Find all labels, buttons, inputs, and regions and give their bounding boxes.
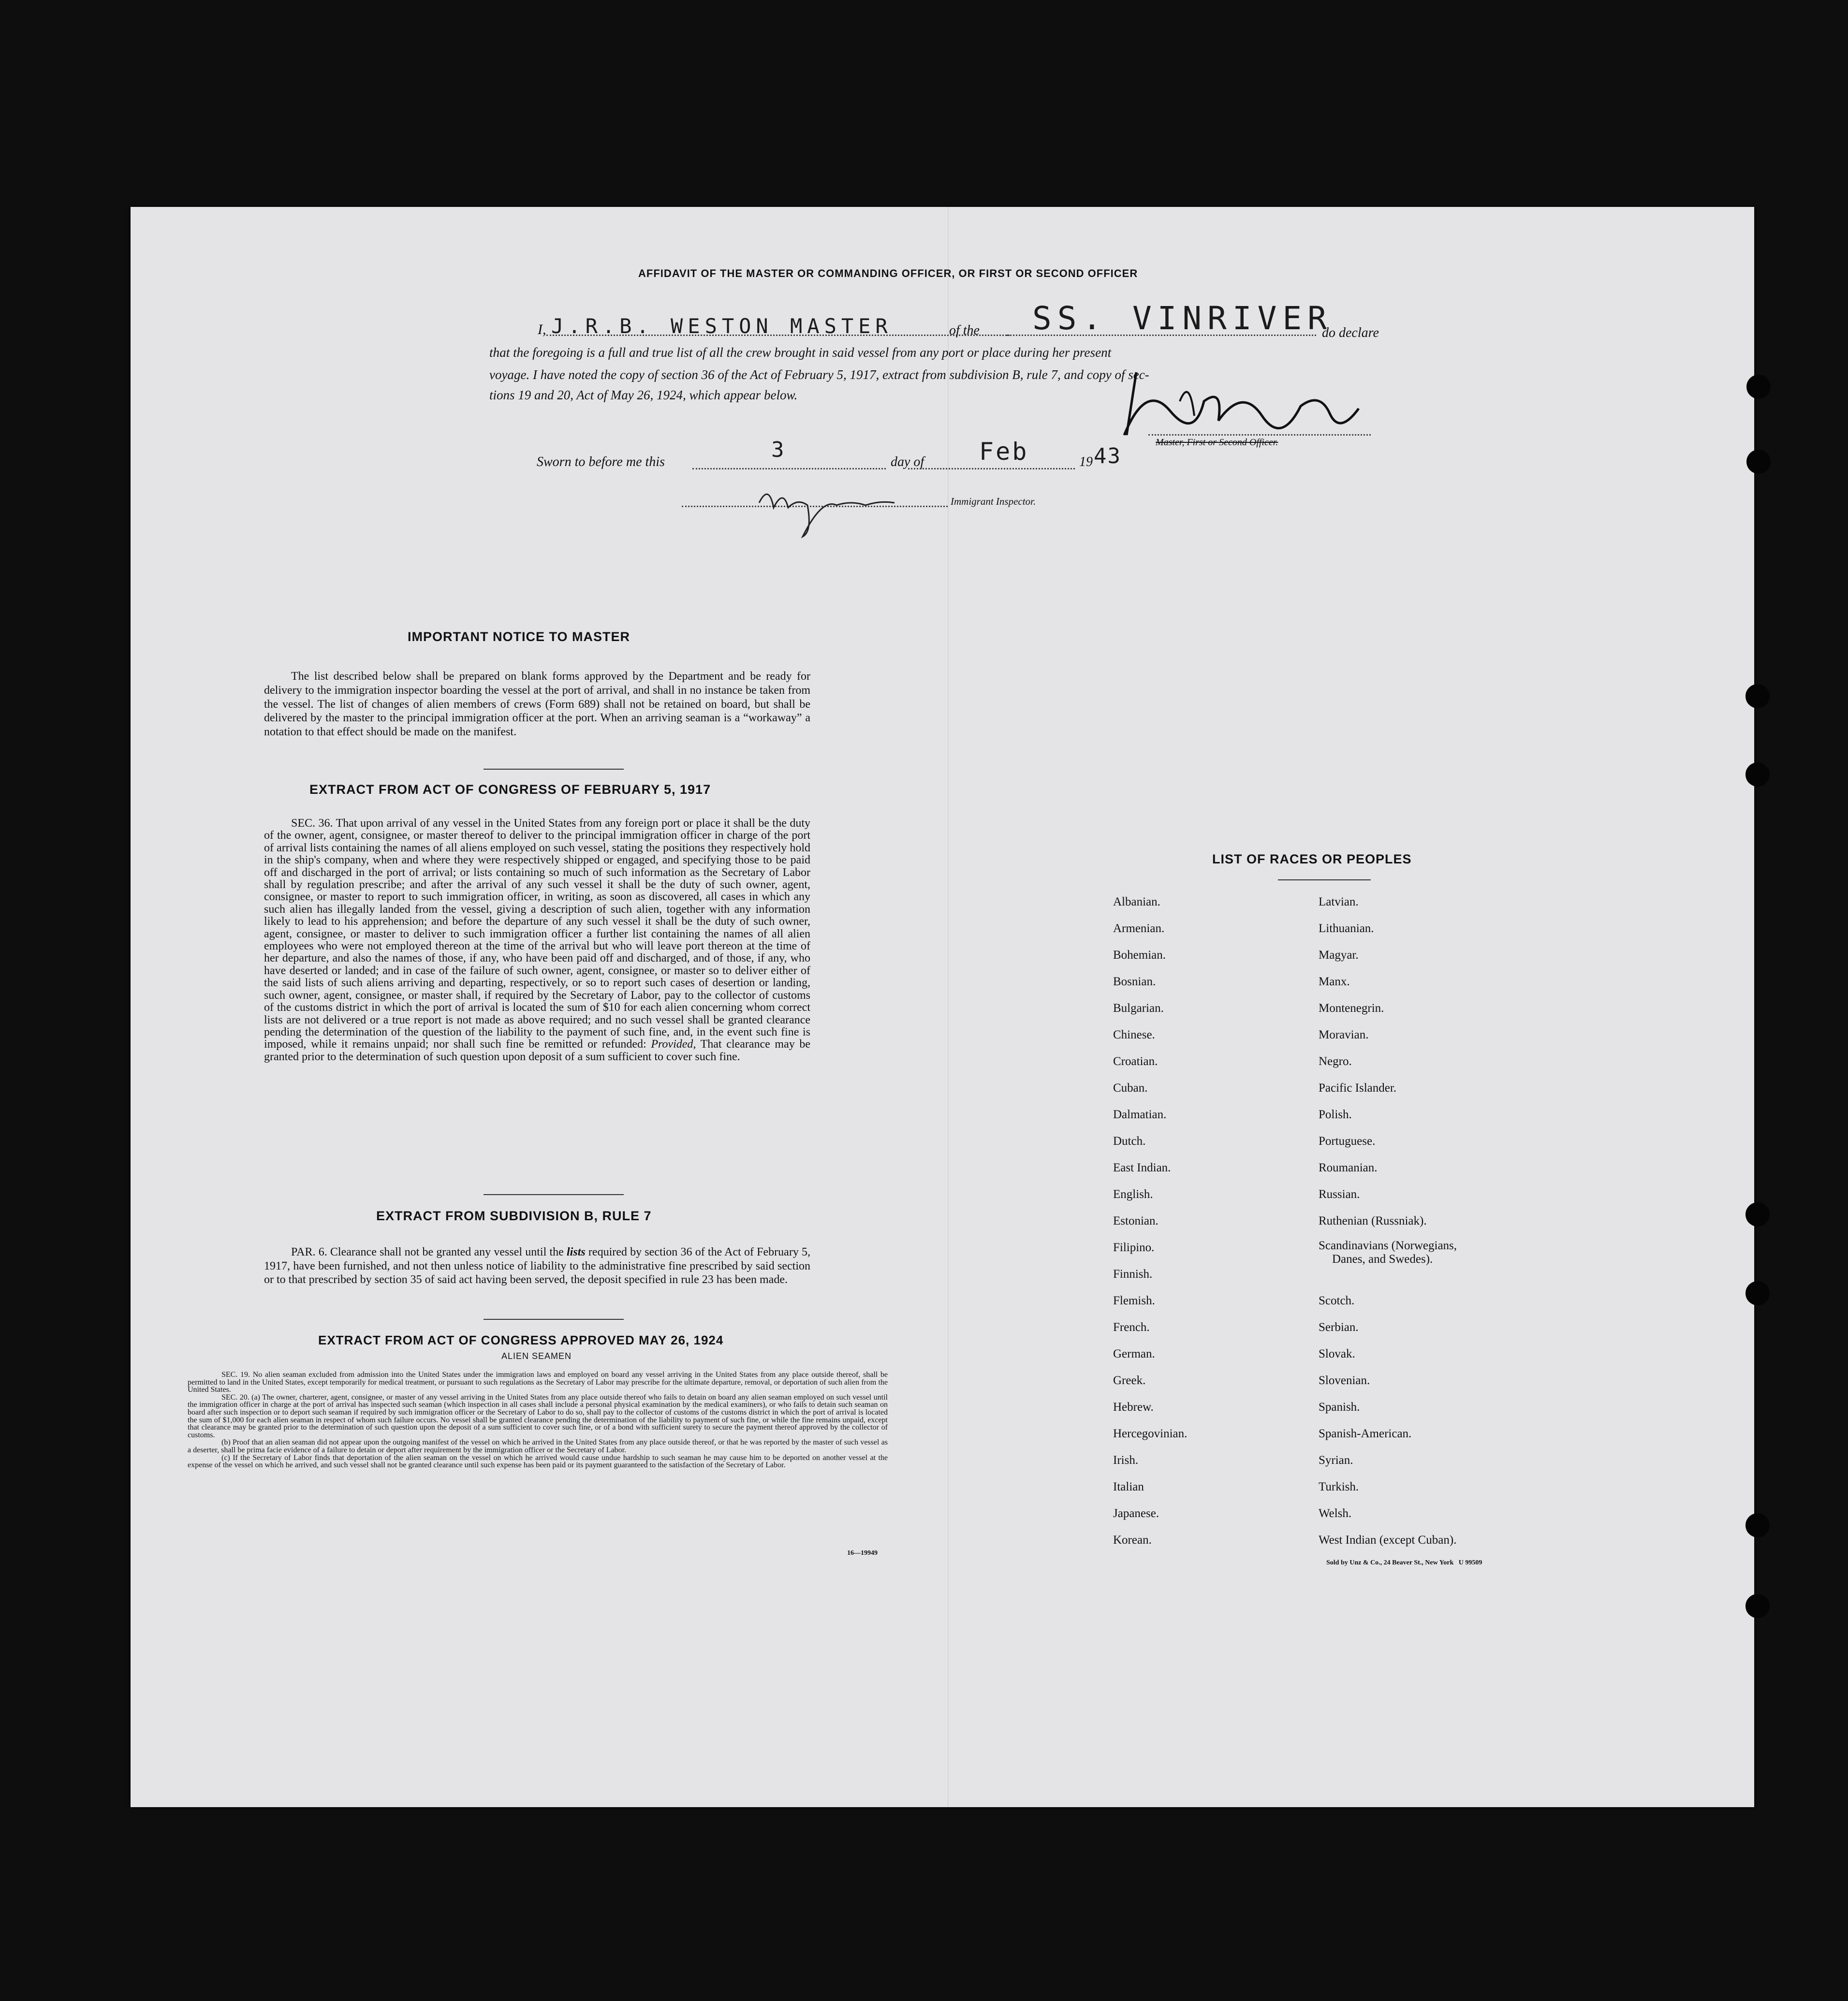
race-item: Manx. xyxy=(1319,975,1350,988)
race-item: Albanian. xyxy=(1113,895,1160,908)
race-item: Russian. xyxy=(1319,1188,1360,1201)
race-item: Moravian. xyxy=(1319,1028,1369,1041)
sworn-month-line xyxy=(908,468,1075,469)
affidavit-line-4: tions 19 and 20, Act of May 26, 1924, which appear below. xyxy=(489,388,798,402)
punch-hole xyxy=(1746,375,1771,399)
proviso-text: That clearance may be granted prior to the determination of such question upon deposit of a sum sufficient to cover such fine. xyxy=(264,1038,811,1063)
punch-hole xyxy=(1746,450,1771,474)
signature-line xyxy=(1148,434,1371,436)
do-declare-label: do declare xyxy=(1322,325,1379,340)
race-item: Dalmatian. xyxy=(1113,1108,1167,1121)
divider xyxy=(484,1194,624,1195)
race-item: English. xyxy=(1113,1188,1153,1201)
par-6-text-b: required by section 36 of the Act of February 5, 1917, have been furnished, and not then unless notice of liability to the administrative fine prescribed by said section or to that prescribed by section 35 of said act having been served, the deposit specified in rule 23 has been made. xyxy=(264,1246,811,1286)
subdivision-b-body xyxy=(264,1245,810,1287)
race-item: Portuguese. xyxy=(1319,1135,1376,1148)
race-item: Estonian. xyxy=(1113,1214,1159,1227)
subdivision-b-title: EXTRACT FROM SUBDIVISION B, RULE 7 xyxy=(376,1209,652,1223)
punch-hole xyxy=(1745,1594,1770,1618)
inspector-signature xyxy=(754,479,899,541)
vessel-name-handwritten: SS. VINRIVER xyxy=(1032,300,1333,337)
year-suffix-handwritten: 43 xyxy=(1094,444,1121,468)
race-item: Greek. xyxy=(1113,1374,1146,1387)
section-36-text: That upon arrival of any vessel in the United States from any foreign port or place it shall be the duty of the owner, agent, consignee, or master thereof to deliver to the principal immigration officer in charge of the port of arrival lists containing the names of all aliens employed on such vessel, stating the positions they respectively hold in the ship's company, when and where they were respectively shipped or engaged, and specifying those to be paid off and discharged in the port of arrival; or lists containing so much of such information as the Secretary of Labor shall by regulation prescribe; and after the arrival of any such vessel it shall be the duty of such owner, agent, consignee, or master to report to such immigration officer, in writing, as soon as discovered, all cases in which any such alien has illegally landed from the vessel, giving a description of such alien, together with any information likely to lead to his apprehension; and before the departure of any such vessel it shall be the duty of such owner, agent, consignee, or master to deliver to such immigration officer a further list containing the names of all alien employees who were not employed thereon at the time of the arrival but who will leave port thereon at the time of her departure, and also the names of those, if any, who have been paid off and discharged, and of those, if any, who have deserted or landed; and in case of the failure of such owner, agent, consignee, or master so to deliver either of the said lists of such aliens arriving and departing, respectively, or so to report such cases of desertion or landing, such owner, agent, consignee, or master shall, if required by the Secretary of Labor, pay to the collector of customs of the customs district in which the port of arrival is located the sum of $10 for each alien concerning whom correct lists are not delivered or a true report is not made as above required; and no such vessel shall be granted clearance pending the determination of the question of the liability to the payment of such fine, and, in the event such fine is imposed, while it remains unpaid; nor shall such fine be remitted or refunded: xyxy=(264,817,811,1051)
races-title: LIST OF RACES OR PEOPLES xyxy=(1212,852,1412,866)
affidavit-line-3: voyage. I have noted the copy of section 36 of the Act of February 5, 1917, extract from subdivision B, rule 7, and copy of sec- xyxy=(489,367,1149,382)
section-36-label: SEC. 36. xyxy=(291,817,333,830)
section-19-text: SEC. 19. No alien seaman excluded from admission into the United States under the immigration laws and employed on board any vessel arriving in the United States from any place outside thereof, shall be permitted to land in the United States, except temporarily for medical treatment, or pursuant to such regulations as the Secretary of Labor may prescribe for the ultimate departure, removal, or deportation of such alien from the United States. xyxy=(188,1371,888,1394)
sworn-month-handwritten: Feb xyxy=(979,438,1029,466)
proviso-label: Provided, xyxy=(651,1038,696,1051)
race-item: Polish. xyxy=(1319,1108,1352,1121)
extract-1924-body xyxy=(188,1371,888,1469)
race-item: Bosnian. xyxy=(1113,975,1156,988)
inspector-caption: Immigrant Inspector. xyxy=(951,496,1036,507)
race-item: Dutch. xyxy=(1113,1135,1146,1148)
section-20b-text: (b) Proof that an alien seaman did not appear upon the outgoing manifest of the vessel on which he arrived in the United States from any place outside thereof, or that he was reported by the master of such vessel as a deserter, shall be prima facie evidence of a failure to detain or deport after requirement by the immigration officer or the Secretary of Labor. xyxy=(188,1438,888,1454)
notice-title: IMPORTANT NOTICE TO MASTER xyxy=(408,629,630,644)
sworn-label: Sworn to before me this xyxy=(537,454,665,469)
affidavit-line-2: that the foregoing is a full and true list of all the crew brought in said vessel from any port or place during her present xyxy=(489,345,1112,360)
race-item: Italian xyxy=(1113,1480,1144,1493)
race-item: Welsh. xyxy=(1319,1507,1352,1520)
extract-1924-subtitle: ALIEN SEAMEN xyxy=(501,1351,572,1361)
race-item: Croatian. xyxy=(1113,1055,1158,1068)
master-signature xyxy=(1117,367,1368,445)
race-item: Slovenian. xyxy=(1319,1374,1370,1387)
race-item: Bohemian. xyxy=(1113,949,1166,962)
race-item: Scotch. xyxy=(1319,1294,1355,1307)
race-item: Finnish. xyxy=(1113,1268,1153,1281)
race-item: Spanish. xyxy=(1319,1401,1360,1414)
extract-1917-body xyxy=(264,818,810,1063)
printer-imprint: Sold by Unz & Co., 24 Beaver St., New York U 99509 xyxy=(1326,1559,1482,1566)
race-item: Cuban. xyxy=(1113,1081,1148,1095)
sworn-day-handwritten: 3 xyxy=(771,438,789,462)
lists-word: lists xyxy=(567,1246,586,1258)
race-item: Chinese. xyxy=(1113,1028,1155,1041)
divider xyxy=(484,1319,624,1320)
section-20a-text: SEC. 20. (a) The owner, charterer, agent, consignee, or master of any vessel arriving in the United States from any place outside thereof who fails to detain on board any alien seaman employed on such vessel until the immigration officer in charge at the port of arrival has inspected such seaman (which inspection in all cases shall include a personal physical examination by the medical examiners), or who fails to detain such seaman on board after such inspection or to deport such seaman if required by such immigration officer or the Secretary of Labor to do so, shall pay to the collector of customs of the customs district in which the port of arrival is located the sum of $1,000 for each alien seaman in respect of whom such failure occurs. No vessel shall be granted clearance pending the determination of the liability to payment of such fine, or while the fine remains unpaid, except that clearance may be granted prior to the determination of such question upon the deposit of a sum sufficient to cover such fine, or of a bond with sufficient surety to secure the payment thereof approved by the collector of customs. xyxy=(188,1393,888,1439)
master-name-handwritten: J.R.B. WESTON MASTER xyxy=(551,314,893,338)
race-item: Negro. xyxy=(1319,1055,1352,1068)
of-the-label: of the xyxy=(949,323,980,338)
race-item: Roumanian. xyxy=(1319,1161,1378,1174)
races-left-column xyxy=(1113,889,1187,1553)
race-item: Latvian. xyxy=(1319,895,1359,908)
punch-hole xyxy=(1745,1513,1770,1537)
race-item: Bulgarian. xyxy=(1113,1002,1164,1015)
signature-caption: Master, First or Second Officer. xyxy=(1156,437,1278,448)
section-20c-text: (c) If the Secretary of Labor finds that deportation of the alien seaman on the vessel on which he arrived would cause undue hardship to such seaman he may cause him to be deported on another vessel at the expense of the vessel on which he arrived, and such vessel shall not be granted clearance until such expense has been paid or its payment guaranteed to the satisfaction of the Secretary of Labor. xyxy=(188,1453,888,1470)
race-item: Lithuanian. xyxy=(1319,922,1374,935)
punch-hole xyxy=(1745,762,1770,787)
par-6-text-a: Clearance shall not be granted any vessel until the xyxy=(330,1246,564,1258)
race-item: Ruthenian (Russniak). xyxy=(1319,1214,1427,1227)
race-item: Magyar. xyxy=(1319,949,1359,962)
punch-hole xyxy=(1745,684,1770,708)
par-6-label: PAR. 6. xyxy=(291,1246,327,1258)
extract-1917-title: EXTRACT FROM ACT OF CONGRESS OF FEBRUARY 5, 1917 xyxy=(309,782,711,797)
race-item: Spanish-American. xyxy=(1319,1427,1412,1440)
race-item: Syrian. xyxy=(1319,1454,1353,1467)
race-item: Pacific Islander. xyxy=(1319,1081,1397,1095)
race-item: Flemish. xyxy=(1113,1294,1155,1307)
notice-body: The list described below shall be prepared on blank forms approved by the Department and be ready for delivery to the immigration inspector boarding the vessel at the port of arrival, and shall in no instance be taken from the vessel. The list of changes of alien members of crews (Form 689) shall not be retained on board, but shall be delivered by the master to the principal immigration officer at the port. When an arriving seaman is a “workaway” a notation to that effect should be made on the manifest. xyxy=(264,670,810,739)
race-item: Hercegovinian. xyxy=(1113,1427,1188,1440)
race-item: Slovak. xyxy=(1319,1347,1355,1360)
extract-1924-title: EXTRACT FROM ACT OF CONGRESS APPROVED MAY 26, 1924 xyxy=(318,1333,724,1347)
race-item: Japanese. xyxy=(1113,1507,1159,1520)
race-item: East Indian. xyxy=(1113,1161,1171,1174)
race-item: French. xyxy=(1113,1321,1150,1334)
page-fold xyxy=(948,207,949,1807)
form-number: 16—19949 xyxy=(847,1549,878,1557)
race-item: Hebrew. xyxy=(1113,1401,1154,1414)
race-item: Montenegrin. xyxy=(1319,1002,1384,1015)
race-item: German. xyxy=(1113,1347,1155,1360)
day-of-label: day of xyxy=(891,454,924,469)
divider xyxy=(484,769,624,770)
punch-hole xyxy=(1745,1202,1770,1227)
race-item: West Indian (except Cuban). xyxy=(1319,1534,1457,1547)
race-item: Turkish. xyxy=(1319,1480,1359,1493)
race-item: Irish. xyxy=(1113,1454,1139,1467)
race-item: Danes, and Swedes). xyxy=(1332,1253,1433,1266)
race-item: Korean. xyxy=(1113,1534,1152,1547)
races-right-column xyxy=(1319,889,1457,1553)
punch-hole xyxy=(1745,1281,1770,1305)
race-item: Filipino. xyxy=(1113,1241,1155,1254)
divider xyxy=(1278,879,1371,880)
sworn-day-line xyxy=(692,468,886,469)
race-item: Armenian. xyxy=(1113,922,1165,935)
year-prefix: 19 xyxy=(1079,454,1093,469)
race-item: Serbian. xyxy=(1319,1321,1359,1334)
race-item: Scandinavians (Norwegians, xyxy=(1319,1239,1457,1252)
affidavit-title: AFFIDAVIT OF THE MASTER OR COMMANDING OFFICER, OR FIRST OR SECOND OFFICER xyxy=(638,267,1138,279)
affidavit-pronoun: I, xyxy=(538,321,546,337)
